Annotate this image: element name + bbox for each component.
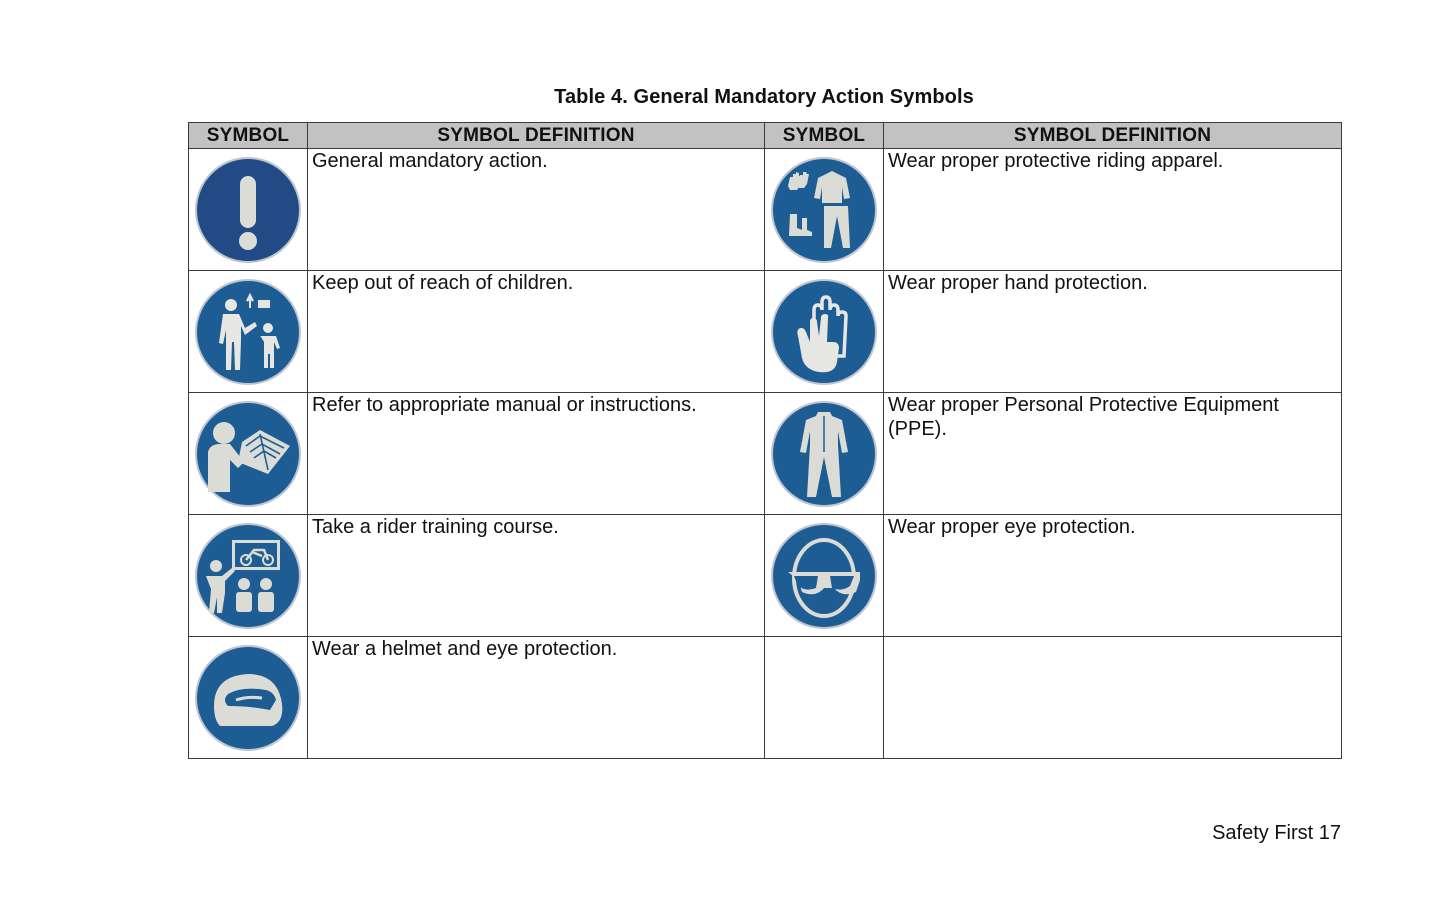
coverall-ppe-icon [770, 400, 878, 508]
empty-symbol-cell [765, 637, 884, 759]
symbol-cell [189, 271, 308, 393]
definition-cell: Take a rider training course. [308, 515, 765, 637]
header-definition-right: SYMBOL DEFINITION [884, 123, 1342, 149]
symbol-cell [765, 271, 884, 393]
symbol-cell [189, 149, 308, 271]
definition-cell: Keep out of reach of children. [308, 271, 765, 393]
symbol-cell [765, 149, 884, 271]
table-row [189, 393, 1342, 515]
riding-apparel-icon [770, 156, 878, 264]
keep-away-from-children-icon [194, 278, 302, 386]
definition-cell: Wear proper Personal Protective Equipment (PPE). [884, 393, 1342, 515]
symbols-table [188, 122, 1342, 759]
page-footer: Safety First 17 [1212, 822, 1341, 844]
definition-cell: Refer to appropriate manual or instructions. [308, 393, 765, 515]
symbol-cell [189, 515, 308, 637]
table-row [189, 271, 1342, 393]
read-manual-icon [194, 400, 302, 508]
definition-cell: Wear proper eye protection. [884, 515, 1342, 637]
definition-cell: Wear proper hand protection. [884, 271, 1342, 393]
rider-training-icon [194, 522, 302, 630]
eye-protection-goggles-icon [770, 522, 878, 630]
symbol-cell [765, 515, 884, 637]
table-row [189, 515, 1342, 637]
gloves-icon [770, 278, 878, 386]
table-row [189, 149, 1342, 271]
empty-definition-cell [884, 637, 1342, 759]
header-definition-left: SYMBOL DEFINITION [308, 123, 765, 149]
symbol-cell [189, 637, 308, 759]
definition-cell: General mandatory action. [308, 149, 765, 271]
definition-cell: Wear a helmet and eye protection. [308, 637, 765, 759]
table-title: Table 4. General Mandatory Action Symbols [554, 86, 974, 108]
symbol-cell [189, 393, 308, 515]
header-symbol-right: SYMBOL [765, 123, 884, 149]
table-row [189, 637, 1342, 759]
header-symbol-left: SYMBOL [189, 123, 308, 149]
exclamation-mandatory-icon [194, 156, 302, 264]
helmet-icon [194, 644, 302, 752]
symbol-cell [765, 393, 884, 515]
table-header-row [189, 123, 1342, 149]
definition-cell: Wear proper protective riding apparel. [884, 149, 1342, 271]
